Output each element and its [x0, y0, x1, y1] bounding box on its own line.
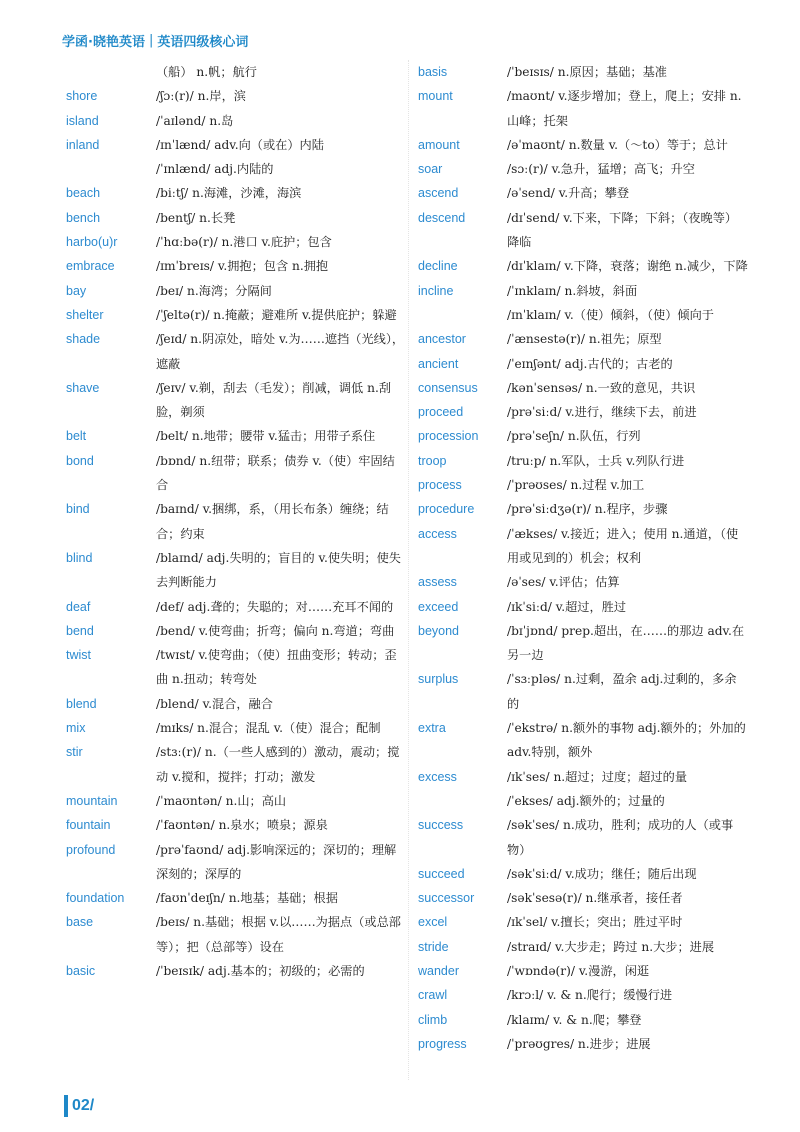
vocab-definition: /ˈsɜːpləs/ n.过剩，盈余 adj.过剩的，多余的 — [507, 672, 737, 711]
vocab-headword: basic — [66, 963, 96, 978]
vocab-headword: island — [66, 113, 99, 128]
vocab-definition: /prəˈfaʊnd/ adj.影响深远的；深切的；理解深刻的；深厚的 — [156, 842, 397, 881]
vocab-headword: bend — [66, 623, 94, 638]
header-separator: | — [148, 32, 154, 48]
vocab-headword: embrace — [66, 259, 115, 274]
vocab-entry — [66, 449, 406, 498]
vocab-entry — [66, 716, 406, 740]
vocab-definition: /ɪkˈses/ n.超过；过度；超过的量 — [507, 769, 688, 784]
vocab-headword: crawl — [418, 988, 448, 1003]
vocab-definition: /bɒnd/ n.纽带；联系；债券 v.（使）牢固结合 — [156, 453, 395, 493]
vocab-entry — [418, 935, 748, 959]
vocab-headword: progress — [418, 1036, 467, 1051]
vocab-headword: basis — [418, 65, 448, 79]
vocab-entry — [66, 230, 406, 254]
vocab-entry — [66, 84, 406, 108]
vocab-entry — [66, 740, 406, 789]
page-header — [62, 28, 248, 52]
vocab-entry — [418, 910, 748, 934]
vocab-headword: successor — [418, 891, 475, 906]
vocab-definition: /ˈprəʊses/ n.过程 v.加工 — [507, 478, 645, 493]
vocab-definition: /səkˈsesə(r)/ n.继承者，接任者 — [507, 891, 683, 906]
vocab-definition: /ˈʃeltə(r)/ n.掩蔽；避难所 v.提供庇护；躲避 — [156, 307, 397, 322]
vocab-definition: /dɪˈsend/ v.下来，下降；下斜；（夜晚等）降临 — [507, 210, 738, 250]
vocab-entry — [418, 789, 748, 813]
vocab-definition: /truːp/ n.军队，士兵 v.列队行进 — [507, 453, 685, 468]
vocab-definition: /ˈhɑːbə(r)/ n.港口 v.庇护；包含 — [156, 235, 332, 250]
vocab-entry — [418, 667, 748, 716]
vocab-definition: /krɔːl/ v. & n.爬行；缓慢行进 — [507, 988, 673, 1003]
vocab-entry — [418, 886, 748, 910]
vocab-headword: ancient — [418, 356, 459, 371]
vocab-definition: /ɪmˈbreɪs/ v.拥抱；包含 n.拥抱 — [156, 259, 329, 274]
vocab-definition: /biːtʃ/ n.海滩，沙滩，海滨 — [156, 186, 302, 201]
vocab-headword: blind — [66, 550, 93, 565]
vocab-headword: bay — [66, 283, 87, 298]
vocab-entry — [66, 813, 406, 837]
vocab-definition: /faʊnˈdeɪʃn/ n.地基；基础；根据 — [156, 891, 338, 906]
vocab-entry — [418, 570, 748, 594]
vocab-entry — [66, 60, 406, 84]
vocab-headword: incline — [418, 283, 454, 298]
vocab-headword: procession — [418, 429, 479, 444]
vocab-headword: mountain — [66, 793, 118, 808]
page-footer — [64, 1094, 94, 1118]
vocab-headword: succeed — [418, 866, 465, 881]
vocab-headword: process — [418, 478, 462, 493]
vocab-entry — [418, 1008, 748, 1032]
vocab-headword: bind — [66, 502, 90, 517]
vocab-definition: /bentʃ/ n.长凳 — [156, 210, 236, 225]
vocab-entry — [66, 789, 406, 813]
vocab-definition: /ɪnˈlænd/ adv.向（或在）内陆 — [156, 137, 324, 152]
vocab-entry — [418, 1032, 748, 1056]
vocab-headword: mount — [418, 89, 453, 104]
vocab-definition: （船） n.帆；航行 — [156, 65, 257, 79]
vocab-entry — [66, 303, 406, 327]
vocab-headword: decline — [418, 259, 458, 274]
vocab-definition: /ˈmaʊntən/ n.山；高山 — [156, 793, 287, 808]
vocab-entry — [66, 157, 406, 181]
vocab-definition: /səkˈses/ n.成功，胜利；成功的人（或事物） — [507, 818, 734, 857]
page-number: 02/ — [72, 1097, 95, 1114]
vocab-entry — [66, 619, 406, 643]
vocab-headword: wander — [418, 963, 459, 978]
vocab-definition: /ˈekses/ adj.额外的；过量的 — [507, 793, 665, 808]
vocab-headword: descend — [418, 210, 466, 225]
vocab-headword: surplus — [418, 672, 459, 687]
vocab-definition: /kənˈsensəs/ n.一致的意见，共识 — [507, 380, 696, 395]
vocab-entry — [66, 254, 406, 278]
vocab-headword: ascend — [418, 186, 459, 201]
vocab-definition: /bɪˈjɒnd/ prep.超出，在……的那边 adv.在另一边 — [507, 623, 745, 663]
right-word-column — [418, 60, 748, 1056]
vocab-headword: exceed — [418, 599, 459, 614]
vocab-headword: proceed — [418, 405, 464, 420]
vocab-headword: amount — [418, 137, 460, 152]
vocab-entry — [418, 303, 748, 327]
vocab-definition: /əˈses/ v.评估；估算 — [507, 575, 620, 590]
vocab-definition: /twɪst/ v.使弯曲；（使）扭曲变形；转动；歪曲 n.扭动；转弯处 — [156, 648, 397, 687]
vocab-entry — [66, 959, 406, 983]
vocab-definition: /mɪks/ n.混合；混乱 v.（使）混合；配制 — [156, 721, 381, 736]
vocab-definition: /ɪnˈklaɪn/ v.（使）倾斜，（使）倾向于 — [507, 307, 714, 322]
vocab-entry — [66, 109, 406, 133]
vocab-entry — [418, 279, 748, 303]
vocab-entry — [66, 692, 406, 716]
vocab-definition: /beɪ/ n.海湾；分隔间 — [156, 283, 272, 298]
vocab-entry — [418, 595, 748, 619]
vocab-entry — [66, 546, 406, 595]
vocab-entry — [418, 376, 748, 400]
vocab-entry — [418, 716, 748, 765]
vocab-headword: deaf — [66, 599, 91, 614]
vocab-definition: /ˈwɒndə(r)/ v.漫游，闲逛 — [507, 963, 650, 978]
vocab-entry — [66, 838, 406, 887]
vocab-entry — [66, 424, 406, 448]
vocab-headword: bond — [66, 453, 94, 468]
book-brand: 学函·晓艳英语 — [62, 34, 145, 50]
vocab-headword: beyond — [418, 623, 460, 638]
vocab-definition: /sɔː(r)/ v.急升，猛增；高飞；升空 — [507, 162, 695, 177]
vocab-headword: belt — [66, 429, 87, 444]
vocab-entry — [418, 813, 748, 862]
vocab-entry — [66, 497, 406, 546]
vocab-headword: shore — [66, 89, 98, 104]
vocab-entry — [66, 327, 406, 376]
vocab-entry — [418, 157, 748, 181]
left-word-column — [66, 60, 406, 983]
vocab-headword: shade — [66, 332, 101, 347]
vocab-headword: shelter — [66, 307, 104, 322]
vocab-definition: /blend/ v.混合，融合 — [156, 696, 273, 711]
book-subtitle: 英语四级核心词 — [157, 34, 249, 50]
vocab-headword: soar — [418, 162, 443, 177]
vocab-definition: /straɪd/ v.大步走；跨过 n.大步；进展 — [507, 939, 715, 954]
vocab-headword: troop — [418, 453, 447, 468]
vocab-entry — [66, 910, 406, 959]
vocab-entry — [418, 983, 748, 1007]
vocab-definition: /əˈsend/ v.升高；攀登 — [507, 186, 630, 201]
vocab-definition: /baɪnd/ v.捆绑，系，（用长布条）缠绕；结合；约束 — [156, 502, 389, 541]
vocab-definition: /əˈmaʊnt/ n.数量 v.（～to）等于；总计 — [507, 137, 728, 152]
vocab-definition: /ʃeɪd/ n.阴凉处，暗处 v.为……遮挡（光线），遮蔽 — [156, 332, 405, 371]
vocab-headword: excel — [418, 915, 448, 930]
vocab-definition: /ˈbeɪsɪk/ adj.基本的；初级的；必需的 — [156, 963, 365, 978]
vocab-entry — [66, 181, 406, 205]
vocab-headword: access — [418, 526, 457, 541]
vocab-headword: fountain — [66, 818, 111, 833]
vocab-headword: blend — [66, 696, 97, 711]
vocab-headword: extra — [418, 721, 446, 736]
vocab-headword: procedure — [418, 502, 475, 517]
vocab-definition: /stɜː(r)/ n.（一些人感到的）激动，震动；搅动 v.搅和，搅拌；打动；激发 — [156, 745, 400, 784]
vocab-entry — [66, 133, 406, 157]
vocab-entry — [418, 619, 748, 668]
vocab-entry — [418, 327, 748, 351]
vocab-headword: consensus — [418, 380, 478, 395]
vocab-headword: shave — [66, 380, 100, 395]
vocab-definition: /ˈprəʊgres/ n.进步；进展 — [507, 1036, 651, 1051]
vocab-entry — [66, 595, 406, 619]
vocab-headword: stir — [66, 745, 83, 760]
vocab-entry — [418, 473, 748, 497]
vocab-entry — [66, 376, 406, 425]
vocab-entry — [418, 400, 748, 424]
vocab-entry — [418, 959, 748, 983]
vocab-definition: /def/ adj.聋的；失聪的；对……充耳不闻的 — [156, 599, 394, 614]
vocab-headword: harbo(u)r — [66, 235, 118, 250]
vocab-entry — [418, 133, 748, 157]
vocab-definition: /blaɪnd/ adj.失明的；盲目的 v.使失明；使失去判断能力 — [156, 550, 401, 590]
vocab-definition: /ʃɔː(r)/ n.岸，滨 — [156, 89, 246, 104]
vocab-definition: /ˈbeɪsɪs/ n.原因；基础；基准 — [507, 65, 667, 79]
vocab-headword: profound — [66, 842, 116, 857]
vocab-definition: /ɪkˈsiːd/ v.超过，胜过 — [507, 599, 627, 614]
vocab-definition: /ʃeɪv/ v.剃，刮去（毛发）；削减，调低 n.刮脸，剃须 — [156, 380, 392, 420]
vocab-headword: beach — [66, 186, 101, 201]
vocab-headword: inland — [66, 137, 100, 152]
vocab-entry — [66, 643, 406, 692]
vocab-headword: base — [66, 915, 94, 930]
vocab-entry — [66, 886, 406, 910]
vocab-definition: /ˈeɪnʃənt/ adj.古代的；古老的 — [507, 356, 673, 371]
vocab-entry — [418, 522, 748, 571]
vocab-definition: /bend/ v.使弯曲；折弯；偏向 n.弯道；弯曲 — [156, 623, 395, 638]
vocab-headword: excess — [418, 769, 457, 784]
vocab-entry — [418, 60, 748, 84]
vocab-definition: /dɪˈklaɪn/ v.下降，衰落；谢绝 n.减少，下降 — [507, 259, 748, 274]
vocab-definition: /ˈɪnlænd/ adj.内陆的 — [156, 162, 274, 177]
vocab-entry — [418, 206, 748, 255]
vocab-definition: /ˈækses/ v.接近；进入；使用 n.通道，（使用或见到的）机会；权利 — [507, 526, 739, 565]
vocab-headword: twist — [66, 648, 91, 663]
vocab-entry — [418, 254, 748, 278]
vocab-definition: /klaɪm/ v. & n.爬；攀登 — [507, 1012, 642, 1027]
vocab-headword: climb — [418, 1012, 448, 1027]
vocab-definition: /beɪs/ n.基础；根据 v.以……为据点（或总部等）；把（总部等）设在 — [156, 915, 401, 954]
vocab-headword: stride — [418, 939, 449, 954]
vocab-entry — [418, 84, 748, 133]
vocab-definition: /ˈekstrə/ n.额外的事物 adj.额外的；外加的 adv.特别，额外 — [507, 721, 746, 760]
vocab-headword: ancestor — [418, 332, 466, 347]
vocab-definition: /prəˈsiːd/ v.进行，继续下去，前进 — [507, 405, 697, 420]
vocab-definition: /prəˈsiːdʒə(r)/ n.程序，步骤 — [507, 502, 668, 517]
vocab-entry — [418, 497, 748, 521]
vocab-headword: bench — [66, 210, 101, 225]
vocab-entry — [66, 206, 406, 230]
vocab-definition: /səkˈsiːd/ v.成功；继任；随后出现 — [507, 866, 697, 881]
vocab-definition: /ˈɪnklaɪn/ n.斜坡，斜面 — [507, 283, 638, 298]
vocab-headword: foundation — [66, 891, 125, 906]
vocab-definition: /ˈaɪlənd/ n.岛 — [156, 113, 234, 128]
vocab-headword: mix — [66, 721, 86, 736]
vocab-definition: /maʊnt/ v.逐步增加；登上，爬上；安排 n.山峰；托架 — [507, 89, 742, 128]
vocab-definition: /prəˈseʃn/ n.队伍，行列 — [507, 429, 641, 444]
vocab-entry — [418, 765, 748, 789]
vocab-entry — [418, 862, 748, 886]
page-number-bar — [64, 1095, 68, 1117]
vocab-headword: success — [418, 818, 464, 833]
vocab-definition: /ɪkˈsel/ v.擅长；突出；胜过平时 — [507, 915, 683, 930]
vocab-entry — [418, 352, 748, 376]
vocab-entry — [66, 279, 406, 303]
vocab-definition: /ˈfaʊntən/ n.泉水；喷泉；源泉 — [156, 818, 328, 833]
vocab-entry — [418, 449, 748, 473]
vocab-entry — [418, 424, 748, 448]
vocab-definition: /ˈænsestə(r)/ n.祖先；原型 — [507, 332, 662, 347]
vocab-entry — [418, 181, 748, 205]
vocab-definition: /belt/ n.地带；腰带 v.猛击；用带子系住 — [156, 429, 376, 444]
vocab-headword: assess — [418, 575, 457, 590]
column-divider — [408, 60, 410, 1080]
